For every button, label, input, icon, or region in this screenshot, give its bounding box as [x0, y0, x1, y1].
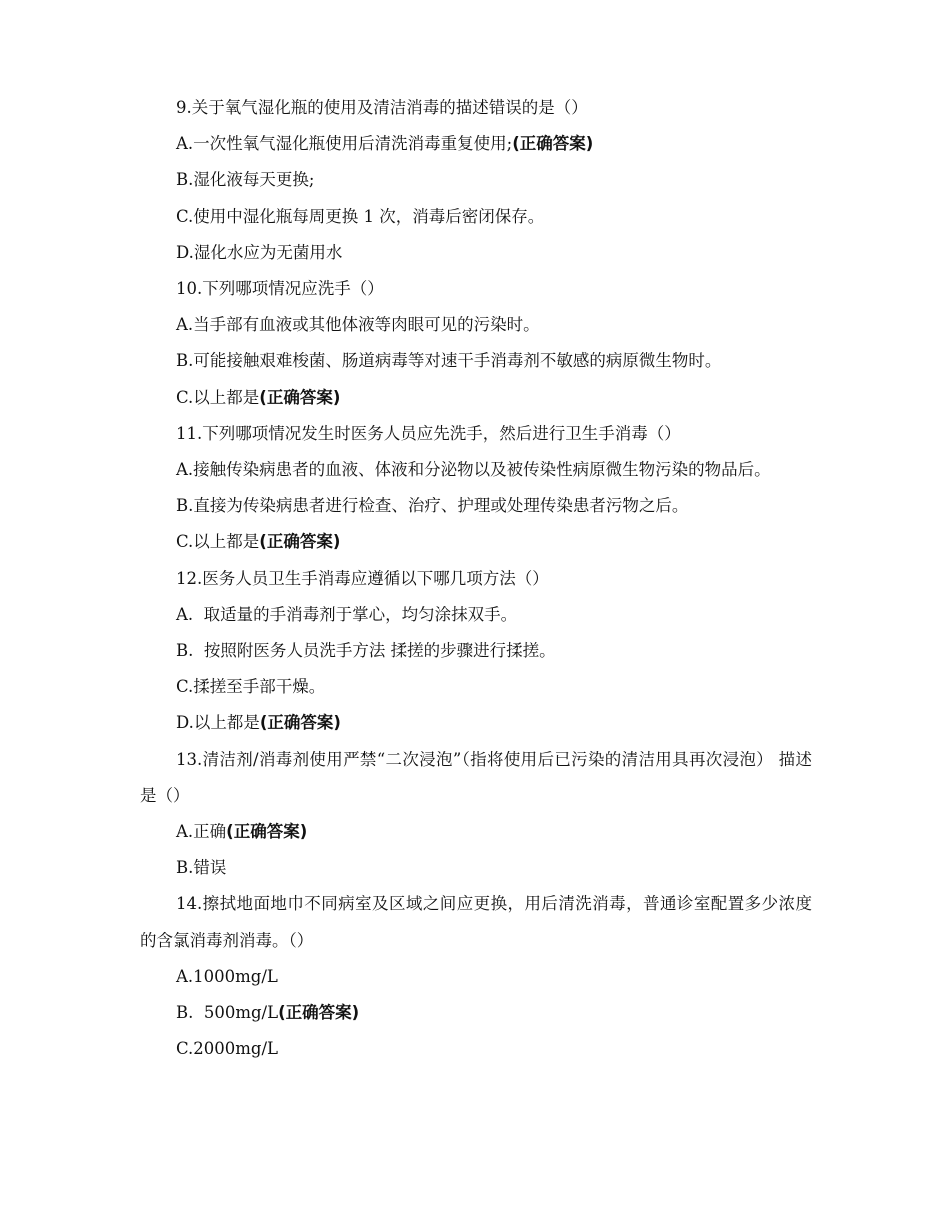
question-10-option-b: B.可能接触艰难梭菌、肠道病毒等对速干手消毒剂不敏感的病原微生物时。	[176, 351, 722, 371]
correct-answer-mark: (正确答案)	[259, 387, 341, 407]
question-14-option-b	[140, 995, 812, 1031]
correct-answer-mark: (正确答案)	[259, 532, 341, 552]
question-12-stem: 12.医务人员卫生手消毒应遵循以下哪几项方法（）	[176, 568, 549, 588]
question-9-option-c: C.使用中湿化瓶每周更换 1 次，消毒后密闭保存。	[176, 206, 545, 226]
question-10-option-a: A.当手部有血液或其他体液等肉眼可见的污染时。	[176, 315, 540, 335]
question-12-option-a: A. 取适量的手消毒剂于掌心，均匀涂抹双手。	[176, 604, 518, 624]
correct-answer-mark: (正确答案)	[259, 713, 341, 733]
option-text: A.一次性氧气湿化瓶使用后清洗消毒重复使用;	[176, 134, 513, 154]
question-11-option-c	[140, 524, 812, 560]
question-13-option-a	[140, 814, 812, 850]
question-9-stem: 9.关于氧气湿化瓶的使用及清洁消毒的描述错误的是（）	[176, 98, 588, 117]
question-12-option-c: C.揉搓至手部干燥。	[176, 677, 326, 697]
option-text: C.以上都是	[176, 387, 260, 407]
question-11-stem: 11.下列哪项情况发生时医务人员应先洗手，然后进行卫生手消毒（）	[176, 423, 681, 443]
question-12-option-d	[140, 705, 812, 741]
question-11-option-a: A.接触传染病患者的血液、体液和分泌物以及被传染性病原微生物污染的物品后。	[176, 460, 771, 480]
question-12-option-b: B. 按照附医务人员洗手方法 揉搓的步骤进行揉搓。	[176, 641, 556, 661]
question-list	[140, 90, 812, 1067]
question-9-option-d: D.湿化水应为无菌用水	[176, 242, 343, 262]
question-14-option-a: A.1000mg/L	[176, 966, 278, 986]
question-13-stem: 13.清洁剂/消毒剂使用严禁“二次浸泡”（指将使用后已污染的清洁用具再次浸泡） 描述是（）	[140, 749, 812, 805]
question-11-option-b: B.直接为传染病患者进行检查、治疗、护理或处理传染患者污物之后。	[176, 496, 689, 516]
question-14-stem: 14.擦拭地面地巾不同病室及区域之间应更换，用后清洗消毒，普通诊室配置多少浓度的含氯消毒剂消毒。（）	[140, 894, 812, 950]
option-text: B. 500mg/L	[176, 1003, 279, 1023]
option-text: D.以上都是	[176, 713, 260, 733]
question-10-option-c	[140, 380, 812, 416]
question-9-option-a	[140, 126, 812, 162]
option-text: C.以上都是	[176, 532, 260, 552]
question-10-stem: 10.下列哪项情况应洗手（）	[176, 279, 384, 299]
option-text: A.正确	[176, 822, 227, 842]
question-9-option-b: B.湿化液每天更换;	[176, 170, 315, 190]
question-14-option-c: C.2000mg/L	[176, 1039, 278, 1059]
question-13-option-b: B.错误	[176, 858, 227, 878]
correct-answer-mark: (正确答案)	[512, 134, 594, 154]
correct-answer-mark: (正确答案)	[278, 1003, 360, 1023]
correct-answer-mark: (正确答案)	[226, 822, 308, 842]
